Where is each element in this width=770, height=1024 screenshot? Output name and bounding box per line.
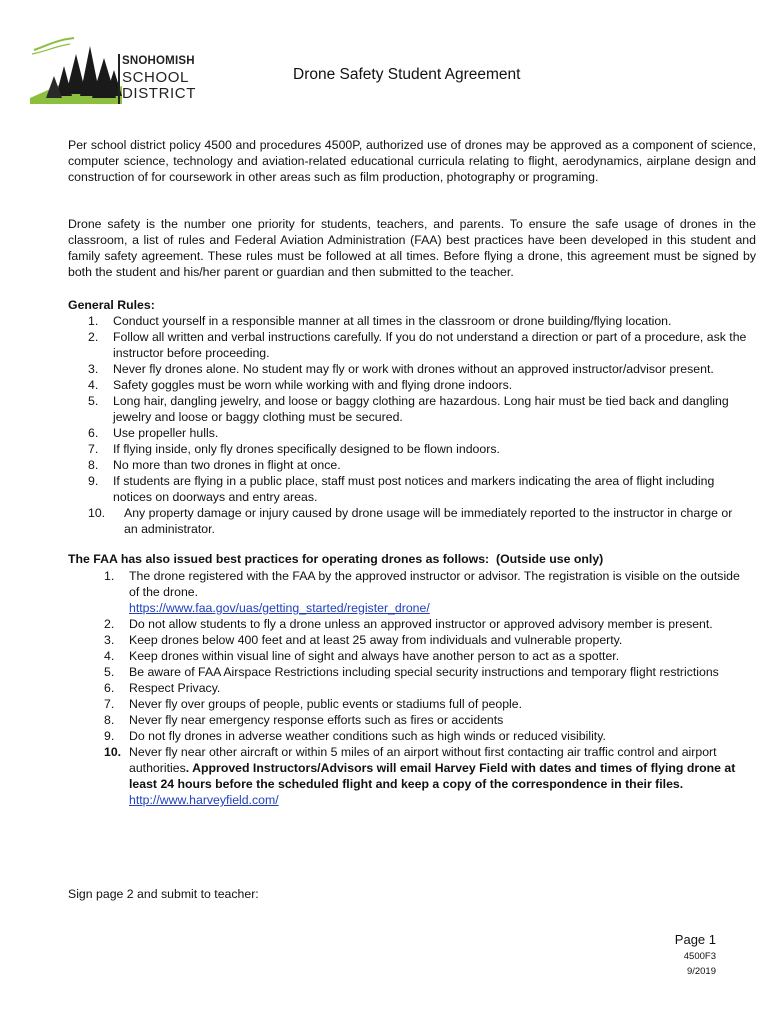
list-item: 6. Use propeller hulls. xyxy=(88,426,219,440)
list-item: 2. Do not allow students to fly a drone unless an approved instructor or approved advisory member is present. xyxy=(104,617,713,631)
intro-paragraph-1: Per school district policy 4500 and procedures 4500P, authorized use of drones may be approved as a component of science, computer science, technology and aviation-related educational curricula relating to flight, aerodynamics, airplane design and construction of for coursework in other areas such as film production, photography or programing. xyxy=(68,138,756,184)
form-date: 9/2019 xyxy=(686,966,716,977)
list-item: 6. Respect Privacy. xyxy=(104,681,221,695)
list-item: 2. Follow all written and verbal instructions carefully. If you do not understand a direction or part of a procedure, ask the instructor before proceeding. xyxy=(88,330,747,360)
list-item: 4. Keep drones within visual line of sight and always have another person to act as a spotter. xyxy=(104,649,620,663)
faa-heading-note: (Outside use only) xyxy=(496,552,604,566)
list-item: 8. No more than two drones in flight at once. xyxy=(88,458,341,472)
faa-heading xyxy=(68,552,603,566)
list-item: 1. Conduct yourself in a responsible manner at all times in the classroom or drone building/flying location. xyxy=(88,314,672,328)
list-item: 1. The drone registered with the FAA by the approved instructor or advisor. The registration is visible on the outside of the drone. https://www.faa.gov/uas/getting_started/register_drone/ xyxy=(104,569,740,615)
list-item: 7. If flying inside, only fly drones specifically designed to be flown indoors. xyxy=(88,442,500,456)
list-item: 7. Never fly over groups of people, public events or stadiums full of people. xyxy=(104,697,523,711)
form-code: 4500F3 xyxy=(683,951,716,962)
list-item: 8. Never fly near emergency response efforts such as fires or accidents xyxy=(104,713,504,727)
faa-register-link[interactable]: https://www.faa.gov/uas/getting_started/register_drone/ xyxy=(129,601,430,615)
list-item: 4. Safety goggles must be worn while working with and flying drone indoors. xyxy=(88,378,513,392)
page-number: Page 1 xyxy=(674,932,716,947)
document-title: Drone Safety Student Agreement xyxy=(293,66,521,83)
list-item: 9. If students are flying in a public place, staff must post notices and markers indicating the area of flight including notices on doorways and entry areas. xyxy=(88,474,715,504)
sign-instruction: Sign page 2 and submit to teacher: xyxy=(68,887,259,901)
list-item: 10. Never fly near other aircraft or within 5 miles of an airport without first contacting air traffic control and airport authorities. Approved Instructors/Advisors will email Harvey Field with dates and times of flying drone at least 24 hours before the scheduled flight and keep a copy of the correspondence in their files. http://www.harveyfield.com/ xyxy=(104,745,736,807)
logo-wordmark xyxy=(122,56,196,101)
harvey-field-link[interactable]: http://www.harveyfield.com/ xyxy=(129,793,279,807)
logo-line-3: DISTRICT xyxy=(122,84,196,102)
list-item: 10. Any property damage or injury caused by drone usage will be immediately reported to the instructor in charge or an administrator. xyxy=(88,506,733,536)
list-item: 5. Be aware of FAA Airspace Restrictions including special security instructions and temporary flight restrictions xyxy=(104,665,719,679)
intro-paragraph-2: Drone safety is the number one priority for students, teachers, and parents. To ensure the safe usage of drones in the classroom, a list of rules and Federal Aviation Administration (FAA) best practices have been developed in this student and family safety agreement. These rules must be followed at all times. Before flying a drone, this agreement must be signed by both the student and his/her parent or guardian and then submitted to the teacher. xyxy=(68,217,756,279)
list-item: 3. Keep drones below 400 feet and at least 25 away from individuals and vulnerable property. xyxy=(104,633,623,647)
list-item: 5. Long hair, dangling jewelry, and loose or baggy clothing are hazardous. Long hair must be tied back and dangling jewelry and loose or baggy clothing must be secured. xyxy=(88,394,729,424)
logo-divider xyxy=(118,54,120,104)
list-item: 9. Do not fly drones in adverse weather conditions such as high winds or reduced visibility. xyxy=(104,729,606,743)
general-rules-heading: General Rules: xyxy=(68,298,155,312)
faa-practices-list xyxy=(68,568,748,808)
list-item: 3. Never fly drones alone. No student may fly or work with drones without an approved instructor/advisor present. xyxy=(88,362,714,376)
general-rules-list xyxy=(68,313,748,537)
faa-heading-text: The FAA has also issued best practices for operating drones as follows: xyxy=(68,552,490,566)
logo-line-2: SCHOOL xyxy=(122,68,189,86)
logo-line-1: SNOHOMISH xyxy=(122,55,195,67)
